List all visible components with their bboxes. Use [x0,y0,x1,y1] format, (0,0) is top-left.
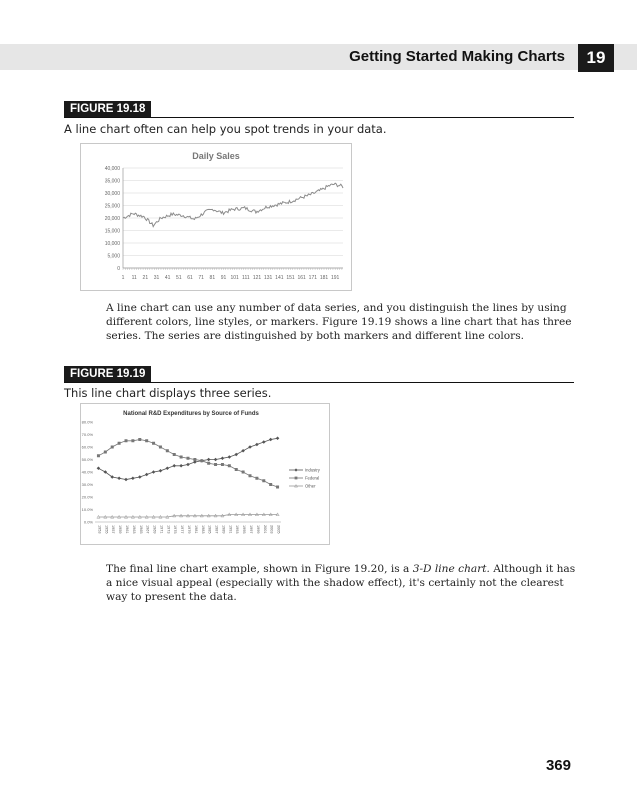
x-tick-label: 1995 [242,525,247,534]
x-tick-label: 61 [187,275,193,281]
x-tick-label: 1985 [207,525,212,534]
y-tick-label: 40,000 [104,166,120,172]
x-tick-label: 141 [275,275,284,281]
x-tick-label: 1981 [193,525,198,534]
marker-federal [180,456,183,459]
x-tick-label: 11 [131,275,137,281]
chart-title: Daily Sales [192,151,240,161]
marker-industry [234,453,238,457]
x-tick-label: 31 [153,275,160,281]
marker-federal [138,438,141,441]
x-tick-label: 1983 [200,525,205,534]
x-tick-label: 1961 [125,525,129,534]
x-tick-label: 131 [264,275,273,281]
marker-federal [207,462,210,465]
x-tick-label: 1977 [180,525,185,534]
x-tick-label: 1953 [97,525,102,534]
x-tick-label: 191 [331,275,340,281]
marker-federal [242,471,245,474]
y-tick-label: 50.0% [81,457,93,462]
figure-19-18-rule [64,117,574,118]
x-tick-label: 2005 [276,525,281,534]
y-tick-label: 30,000 [104,191,120,197]
marker-industry [97,466,101,470]
figure-19-18-label: FIGURE 19.18 [64,101,151,118]
marker-industry [145,473,149,477]
marker-federal [166,449,169,452]
x-tick-label: 151 [286,275,295,281]
y-tick-label: 0.0% [83,519,93,525]
paragraph-2-text-a: The final line chart example, shown in Figure 19.20, is a [106,563,413,575]
marker-federal [276,486,279,489]
marker-federal [173,453,176,456]
x-tick-label: 1989 [221,525,226,534]
series-line-daily-sales [123,183,343,226]
x-tick-label: 91 [220,275,227,281]
marker-federal [145,439,148,442]
x-tick-label: 161 [297,275,306,281]
x-tick-label: 171 [308,275,318,281]
marker-federal [111,446,114,449]
marker-industry [117,476,121,480]
x-tick-label: 2003 [269,525,274,534]
marker-federal [228,464,231,467]
y-tick-label: 35,000 [104,178,120,185]
y-tick-label: 60.0% [81,444,93,450]
marker-federal [255,477,258,480]
x-tick-label: 1973 [166,525,171,534]
x-tick-label: 1993 [235,525,240,534]
chapter-number-tab: 19 [578,44,614,72]
x-tick-label: 1967 [145,525,150,534]
chart-title: National R&D Expenditures by Source of Funds [123,411,259,417]
x-tick-label: 21 [142,275,149,281]
legend-marker [294,468,297,471]
marker-industry [152,470,156,474]
x-tick-label: 1969 [152,525,157,534]
daily-sales-chart-svg [81,144,351,290]
marker-federal [131,439,134,442]
marker-federal [118,442,121,445]
marker-federal [152,442,155,445]
marker-federal [125,439,128,442]
running-header-title: Getting Started Making Charts [349,48,565,65]
legend-label: Other [305,483,316,489]
y-tick-label: 0 [117,266,120,272]
x-tick-label: 1 [121,275,125,281]
marker-industry [221,456,225,460]
x-tick-label: 1957 [111,525,116,534]
figure-19-18-caption: A line chart often can help you spot trends in your data. [64,122,387,136]
marker-federal [200,459,203,462]
x-tick-label: 121 [252,275,262,281]
marker-industry [214,458,218,462]
marker-industry [276,436,280,440]
marker-industry [269,438,273,442]
marker-industry [241,449,245,453]
x-tick-label: 1997 [249,525,253,534]
marker-federal [97,454,100,457]
marker-industry [124,478,128,482]
paragraph-2-emphasis: 3-D line chart. [412,563,490,575]
body-paragraph-1: A line chart can use any number of data series, and you distinguish the lines by using different colors, line styles, or markers. Figure 19.19 shows a line chart that has three series. The series are distinguished by both markers and different line colors. [106,302,572,342]
marker-federal [249,474,252,477]
marker-federal [214,463,217,466]
marker-federal [262,479,265,482]
x-tick-label: 1991 [228,525,233,534]
x-tick-label: 51 [176,275,182,281]
x-tick-label: 41 [164,275,171,281]
body-paragraph-2 [106,562,576,604]
marker-industry [131,476,135,480]
page-number: 369 [545,757,571,774]
figure-19-19-caption: This line chart displays three series. [64,386,272,400]
y-tick-label: 40.0% [81,469,93,475]
marker-federal [269,483,272,486]
marker-industry [255,443,259,447]
x-tick-label: 1963 [131,525,136,534]
marker-industry [166,466,170,470]
y-tick-label: 70.0% [81,432,93,437]
legend-marker [295,477,298,480]
marker-federal [159,446,162,449]
marker-federal [235,468,238,471]
marker-federal [193,458,196,461]
marker-industry [262,440,266,444]
figure-19-19-label: FIGURE 19.19 [64,366,151,383]
y-tick-label: 5,000 [107,253,120,260]
y-tick-label: 10,000 [104,241,120,247]
y-tick-label: 15,000 [104,228,120,235]
x-tick-label: 181 [319,275,329,281]
x-tick-label: 1975 [173,525,178,534]
marker-industry [207,458,211,462]
rd-expenditures-chart-svg [81,404,329,544]
x-tick-label: 81 [209,275,216,281]
y-tick-label: 10.0% [81,507,93,512]
daily-sales-chart [80,143,352,291]
x-tick-label: 1971 [159,525,164,534]
marker-industry [172,464,176,468]
marker-industry [159,469,163,473]
paragraph-2-text-b: Although it has a nice visual appeal (especially with the shadow effect), it's certainly not the clearest way to present the data. [106,563,576,603]
x-tick-label: 1959 [118,525,123,534]
x-tick-label: 1955 [104,525,109,534]
marker-federal [187,457,190,460]
y-tick-label: 80.0% [81,419,93,425]
y-tick-label: 20,000 [104,216,120,222]
x-tick-label: 2001 [262,525,267,534]
x-tick-label: 1979 [187,525,191,534]
legend-label: Federal [305,475,320,481]
x-tick-label: 71 [198,275,204,281]
y-tick-label: 30.0% [81,482,93,487]
x-tick-label: 101 [230,275,239,281]
y-tick-label: 25,000 [104,203,120,210]
rd-expenditures-chart [80,403,330,545]
marker-industry [138,475,142,479]
x-tick-label: 1965 [138,525,143,534]
marker-industry [228,455,232,459]
legend-label: Industry [305,467,320,473]
marker-industry [248,445,252,449]
marker-federal [104,451,107,454]
x-tick-label: 1987 [214,525,219,534]
marker-industry [186,463,190,467]
x-tick-label: 111 [242,275,250,281]
marker-industry [179,464,183,468]
marker-federal [221,463,224,466]
x-tick-label: 1999 [255,525,260,534]
figure-19-19-rule [64,382,574,383]
y-tick-label: 20.0% [81,494,93,500]
